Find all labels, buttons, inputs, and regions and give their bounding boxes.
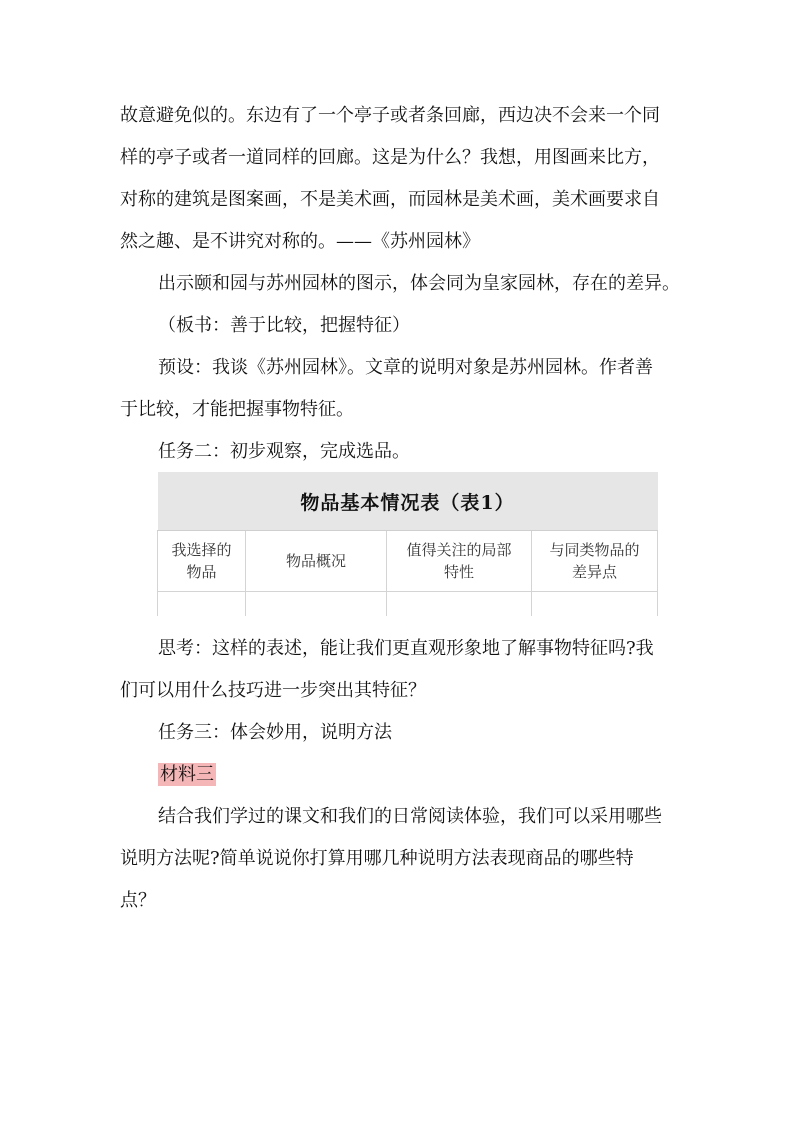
text-line: 任务二：初步观察，完成选品。	[158, 441, 410, 462]
table-header-cell	[158, 531, 246, 592]
text-line: 结合我们学过的课文和我们的日常阅读体验，我们可以采用哪些	[158, 806, 662, 827]
table-cell[interactable]	[246, 592, 387, 617]
table-header-cell	[246, 531, 387, 592]
paragraph-preset	[120, 347, 680, 431]
header-text: 物品概况	[285, 552, 346, 570]
header-text: 物品	[186, 563, 217, 581]
header-text: 与同类物品的	[549, 541, 640, 559]
header-text: 差异点	[572, 563, 618, 581]
table-header-row	[158, 531, 658, 592]
highlighted-text: 材料三	[160, 764, 214, 785]
header-text: 值得关注的局部	[406, 541, 512, 559]
item-info-table	[157, 472, 658, 616]
table-cell[interactable]	[532, 592, 658, 617]
paragraph-compare	[120, 263, 680, 305]
table-cell[interactable]	[158, 592, 246, 617]
table-row	[158, 592, 658, 617]
text-line: 说明方法呢?简单说说你打算用哪几种说明方法表现商品的哪些特	[120, 848, 634, 869]
text-line: （板书：善于比较，把握特征）	[158, 315, 410, 336]
material-three-label	[120, 754, 680, 796]
paragraph-suzhou-quote	[120, 95, 680, 263]
table-title: 物品基本情况表（表1）	[158, 472, 658, 531]
text-line: 出示颐和园与苏州园林的图示，体会同为皇家园林，存在的差异。	[158, 273, 680, 294]
paragraph-think	[120, 628, 680, 712]
text-line: 任务三：体会妙用，说明方法	[158, 722, 392, 743]
text-line: 思考：这样的表述，能让我们更直观形象地了解事物特征吗?我	[158, 638, 654, 659]
text-line: 于比较，才能把握事物特征。	[120, 399, 354, 420]
table-header-cell	[532, 531, 658, 592]
table-header-cell	[387, 531, 532, 592]
paragraph-blackboard	[120, 305, 680, 347]
text-line: 对称的建筑是图案画，不是美术画，而园林是美术画，美术画要求自	[120, 189, 660, 210]
text-line	[120, 754, 680, 796]
text-line: 点？	[120, 890, 156, 911]
text-line: 然之趣、是不讲究对称的。——《苏州园林》	[120, 231, 480, 252]
text-line: 们可以用什么技巧进一步突出其特征？	[120, 680, 426, 701]
text-line: 预设：我谈《苏州园林》。文章的说明对象是苏州园林。作者善	[158, 357, 653, 378]
header-text: 我选择的	[171, 541, 232, 559]
text-line: 故意避免似的。东边有了一个亭子或者条回廊，西边决不会来一个同	[120, 105, 660, 126]
heading-task-two	[120, 431, 680, 473]
header-text: 特性	[443, 563, 474, 581]
table-cell[interactable]	[387, 592, 532, 617]
heading-task-three	[120, 712, 680, 754]
paragraph-final-question	[120, 796, 680, 922]
text-line: 样的亭子或者一道同样的回廊。这是为什么？我想，用图画来比方，	[120, 147, 660, 168]
